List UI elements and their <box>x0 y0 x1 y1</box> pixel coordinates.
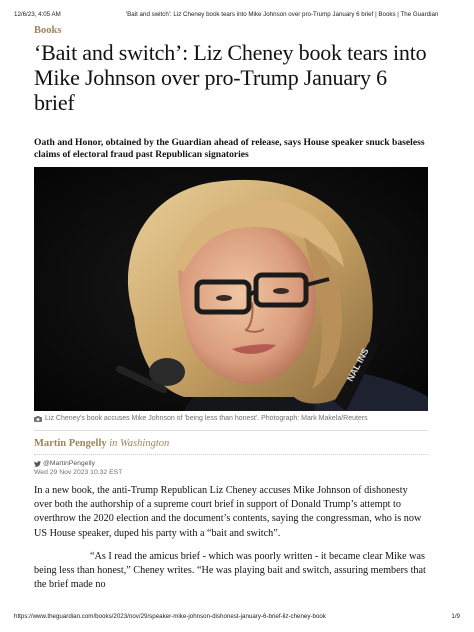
twitter-handle-row[interactable] <box>34 459 428 468</box>
print-timestamp: 12/6/23, 4:05 AM <box>14 11 61 18</box>
byline-location: in Washington <box>109 438 170 449</box>
body-paragraph: In a new book, the anti-Trump Republican Liz Cheney accuses Mike Johnson of dishonesty over both the authorship of a supreme court brief in support of Donald Trump’s attempt to overthrow the 2020 election and the document’s contents, saying the congressman, who is now US House speaker, duped his party with a “bait and switch”. <box>34 485 422 539</box>
byline <box>34 437 428 450</box>
portrait-illustration <box>34 167 428 411</box>
hero-photo <box>34 167 428 411</box>
photo-caption: Liz Cheney's book accuses Mike Johnson of 'being less than honest'. Photograph: Mark Makela/Reuters <box>45 415 368 422</box>
article <box>34 24 428 601</box>
divider <box>34 430 428 431</box>
camera-icon <box>34 416 42 422</box>
article-standfirst: Oath and Honor, obtained by the Guardian ahead of release, says House speaker snuck baseless claims of electoral fraud past Republican signatories <box>34 137 425 160</box>
print-url: https://www.theguardian.com/books/2023/nov/29/speaker-mike-johnson-dishonest-january-6-brief-liz-cheney-book <box>14 613 326 620</box>
section-link-books[interactable]: Books <box>34 25 62 36</box>
byline-divider <box>34 454 428 455</box>
body-paragraph: “As I read the amicus brief - which was poorly written - it became clear Mike was being less than honest,” Cheney writes. “He was playing bait and switch, assuring members that the brief made no <box>34 550 426 591</box>
publish-date: Wed 29 Nov 2023 10.32 EST <box>34 469 123 476</box>
twitter-handle[interactable]: @MartinPengelly <box>43 460 95 467</box>
print-footer <box>14 613 460 623</box>
print-page-title: 'Bait and switch': Liz Cheney book tears into Mike Johnson over pro-Trump January 6 brief | Books | The Guardian <box>126 11 439 18</box>
photo-caption-row <box>34 414 428 424</box>
twitter-bird-icon <box>34 461 41 467</box>
lanyard-text: NAL INS <box>344 346 371 383</box>
author-name-link[interactable]: Martin Pengelly <box>34 438 107 449</box>
article-headline: ‘Bait and switch’: Liz Cheney book tears into Mike Johnson over pro-Trump January 6 brief <box>34 40 427 115</box>
article-body <box>34 484 428 592</box>
print-page-number: 1/9 <box>451 613 460 620</box>
print-header <box>14 11 460 21</box>
